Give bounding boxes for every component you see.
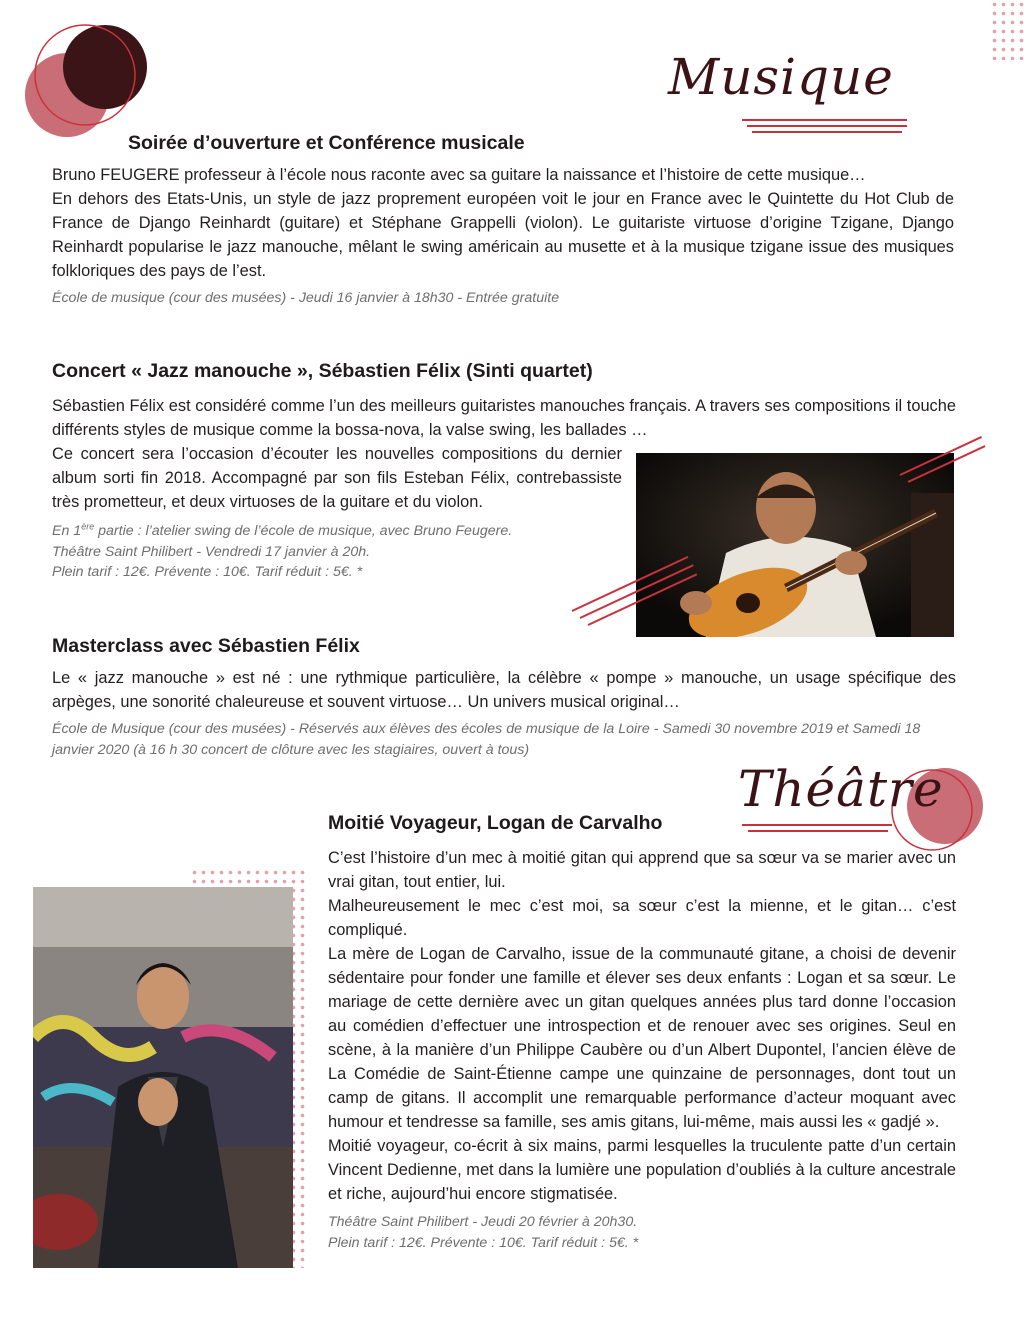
guitarist-illustration	[636, 453, 954, 637]
section-concert-intro	[52, 394, 956, 442]
stripe	[742, 824, 892, 826]
paragraph: Moitié voyageur, co-écrit à six mains, parmi lesquelles la truculente patte d’un certain Vincent Dedienne, met dans la lumière une population d’oubliés à la culture ancestrale et riche, aujourd’hui encore stigmatisée.	[328, 1137, 956, 1203]
stripe	[742, 119, 907, 121]
info-text: En 1	[52, 523, 82, 539]
section-title-soiree: Soirée d’ouverture et Conférence musicale	[128, 132, 525, 154]
section-concert-body	[52, 442, 622, 583]
guitarist-photo	[636, 453, 954, 637]
dot-pattern-top-right	[990, 0, 1024, 60]
paragraph: En dehors des Etats-Unis, un style de jazz proprement européen voit le jour en France avec le Quintette du Hot Club de France de Django Reinhardt (guitare) et Stéphane Grappelli (violon). Le guitariste virtuose d’origine Tzigane, Django Reinhardt popularise le jazz manouche, mêlant le swing américain au musette et à la musique tzigane issue des musiques folkloriques des pays de l’est.	[52, 190, 954, 280]
theatre-header: Théâtre	[738, 760, 944, 818]
stripe	[748, 830, 888, 832]
paragraph: C’est l’histoire d’un mec à moitié gitan qui apprend que sa sœur va se marier avec un vrai gitan, tout entier, lui.	[328, 849, 956, 891]
event-info	[52, 521, 622, 542]
event-info: Théâtre Saint Philibert - Jeudi 20 février à 20h30.	[328, 1214, 638, 1230]
paragraph: La mère de Logan de Carvalho, issue de la communauté gitane, a choisi de devenir sédentaire pour fonder une famille et élever ses deux enfants : Logan et sa sœur. Le mariage de cette dernière avec un gitan quelques années plus tard donne l’occasion au comédien d’effectuer une introspection et de renouer avec ses origines. Seul en scène, à la manière d’un Philippe Caubère ou d’un Albert Dupontel, l’ancien élève de La Comédie de Saint-Étienne campe une quinzaine de personnages, dont tout un camp de gitans. Il accomplit une remarquable performance d’acteur moquant avec humour et tendresse sa famille, ses amis gitans, lui-même, mais aussi les « gadjé ».	[328, 945, 956, 1131]
superscript: ère	[81, 521, 95, 532]
musique-header: Musique	[668, 48, 894, 106]
stripe	[747, 125, 907, 127]
section-soiree-body	[52, 163, 954, 309]
paragraph: Le « jazz manouche » est né : une rythmique particulière, la célèbre « pompe » manouche, un usage spécifique des arpèges, une sonorité chaleureuse et souvent virtuose… Un univers musical original…	[52, 669, 956, 711]
section-title-masterclass: Masterclass avec Sébastien Félix	[52, 635, 360, 657]
actor-photo	[33, 887, 293, 1268]
info-text: partie : l’atelier swing de l’école de musique, avec Bruno Feugere.	[94, 523, 513, 539]
section-title-moitie-voyageur: Moitié Voyageur, Logan de Carvalho	[328, 812, 663, 834]
actor-illustration	[33, 887, 293, 1268]
paragraph: Malheureusement le mec c’est moi, sa sœur c’est la mienne, et le gitan… c’est compliqué.	[328, 897, 956, 939]
section-theatre-body	[328, 846, 956, 1253]
event-info: Plein tarif : 12€. Prévente : 10€. Tarif réduit : 5€. *	[52, 564, 363, 580]
section-masterclass-body	[52, 666, 956, 760]
event-info: École de Musique (cour des musées) - Réservés aux élèves des écoles de musique de la Loire - Samedi 30 novembre 2019 et Samedi 18 janvier 2020 (à 16 h 30 concert de clôture avec les stagiaires, ouvert à tous)	[52, 721, 921, 758]
stripe	[752, 131, 902, 133]
event-info: École de musique (cour des musées) - Jeudi 16 janvier à 18h30 - Entrée gratuite	[52, 290, 560, 306]
event-info: Plein tarif : 12€. Prévente : 10€. Tarif réduit : 5€. *	[328, 1234, 639, 1251]
section-title-concert: Concert « Jazz manouche », Sébastien Félix (Sinti quartet)	[52, 360, 593, 382]
event-info: Théâtre Saint Philibert - Vendredi 17 janvier à 20h.	[52, 543, 371, 560]
paragraph: Ce concert sera l’occasion d’écouter les nouvelles compositions du dernier album sorti fin 2018. Accompagné par son fils Esteban Félix, contrebassiste très prometteur, et deux virtuoses de la guitare et du violon.	[52, 445, 622, 511]
decorative-circles-top	[15, 15, 150, 145]
paragraph: Sébastien Félix est considéré comme l’un des meilleurs guitaristes manouches français. A travers ses compositions il touche différents styles de musique comme la bossa-nova, la valse swing, les ballades …	[52, 397, 956, 439]
paragraph: Bruno FEUGERE professeur à l’école nous raconte avec sa guitare la naissance et l’histoire de cette musique…	[52, 166, 866, 184]
